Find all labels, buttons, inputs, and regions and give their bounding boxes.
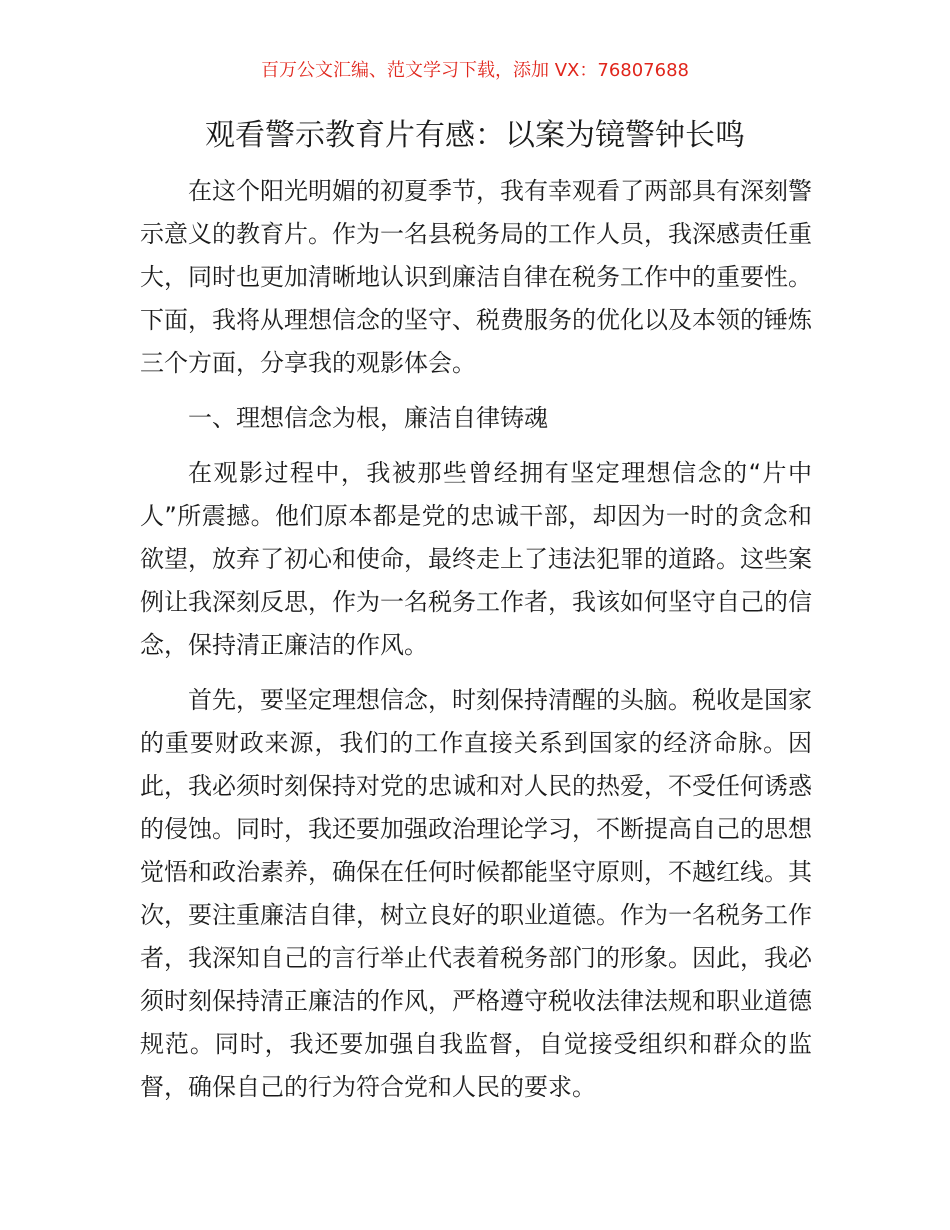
- section-heading-1: 一、理想信念为根，廉洁自律铸魂: [188, 404, 548, 432]
- header-contact-line: 百万公文汇编、范文学习下载，添加 VX：76807688: [261, 60, 689, 81]
- paragraph-reflection: 在观影过程中，我被那些曾经拥有坚定理想信念的“片中人”所震撼。他们原本都是党的忠诚干部，却因为一时的贪念和欲望，放弃了初心和使命，最终走上了违法犯罪的道路。这些案例让我深刻反思，作为一名税务工作者，我该如何坚守自己的信念，保持清正廉洁的作风。: [140, 459, 812, 659]
- document-title: 观看警示教育片有感：以案为镜警钟长鸣: [205, 118, 745, 153]
- document-body: [140, 170, 812, 1109]
- paragraph-commitment: 首先，要坚定理想信念，时刻保持清醒的头脑。税收是国家的重要财政来源，我们的工作直接关系到国家的经济命脉。因此，我必须时刻保持对党的忠诚和对人民的热爱，不受任何诱惑的侵蚀。同时，我还要加强政治理论学习，不断提高自己的思想觉悟和政治素养，确保在任何时候都能坚守原则，不越红线。其次，要注重廉洁自律，树立良好的职业道德。作为一名税务工作者，我深知自己的言行举止代表着税务部门的形象。因此，我必须时刻保持清正廉洁的作风，严格遵守税收法律法规和职业道德规范。同时，我还要加强自我监督，自觉接受组织和群众的监督，确保自己的行为符合党和人民的要求。: [140, 686, 812, 1101]
- paragraph-intro: 在这个阳光明媚的初夏季节，我有幸观看了两部具有深刻警示意义的教育片。作为一名县税务局的工作人员，我深感责任重大，同时也更加清晰地认识到廉洁自律在税务工作中的重要性。下面，我将从理想信念的坚守、税费服务的优化以及本领的锤炼三个方面，分享我的观影体会。: [140, 177, 812, 377]
